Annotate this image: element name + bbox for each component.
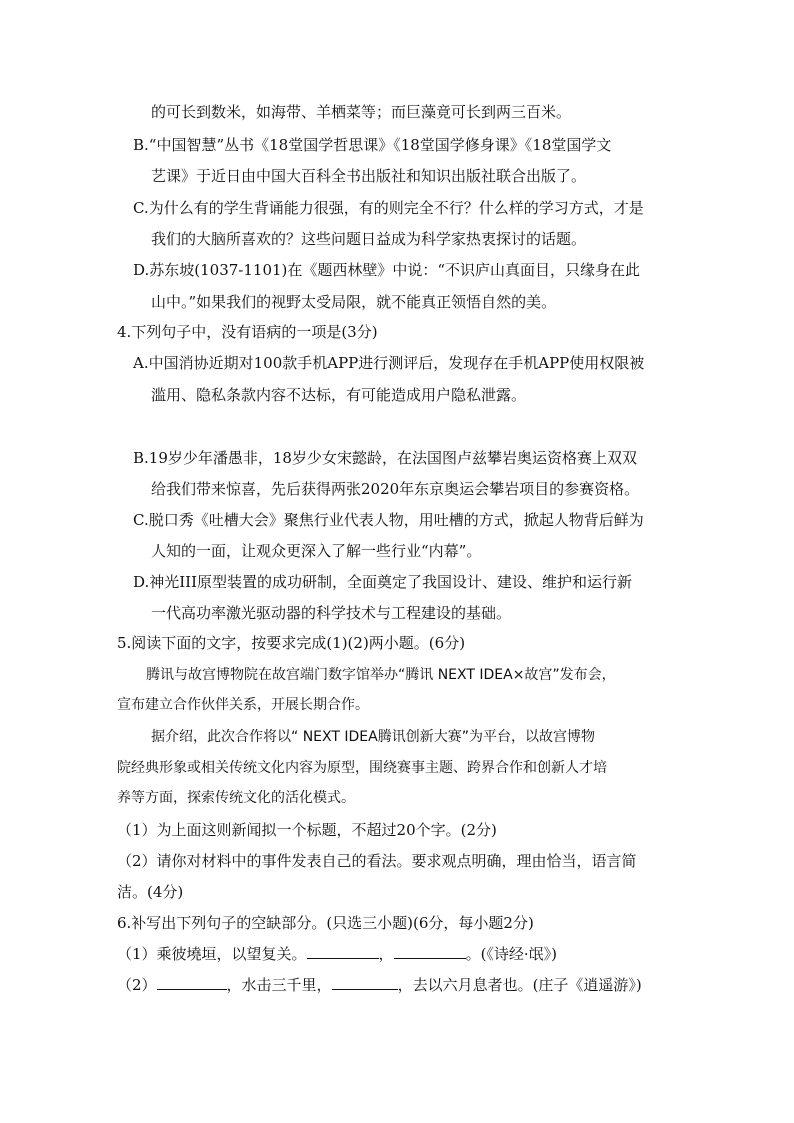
q3-option-c-line2: 我们的大脑所喜欢的？这些问题日益成为科学家热衷探讨的话题。 [151, 230, 587, 248]
q5-passage-p2-line2: 院经典形象或相关传统文化内容为原型，围绕赛事主题、跨界合作和创新人才培 [117, 760, 607, 776]
q5-passage-p2-line1: 据介绍，此次合作将以“ NEXT IDEA腾讯创新大赛”为平台，以故宫博物 [151, 729, 595, 745]
q4-stem: 4.下列句子中，没有语病的一项是(3分) [117, 323, 378, 341]
q5-passage-p1-line2: 宣布建立合作伙伴关系，开展长期合作。 [117, 697, 369, 713]
q3-option-b-line1: B.“中国智慧”丛书《18堂国学哲思课》《18堂国学修身课》《18堂国学文 [133, 136, 612, 154]
q4-option-b-line2: 给我们带来惊喜，先后获得两张2020年东京奥运会攀岩项目的参赛资格。 [151, 480, 640, 498]
q6-item-1-separator: ， [378, 945, 394, 963]
q6-item-1-text: （1）乘彼墝垣，以望复关。 [117, 945, 307, 963]
q6-item-2-source: ，去以六月息者也。(庄子《逍遥游》) [397, 976, 642, 994]
q4-option-c-line2: 人知的一面，让观众更深入了解一些行业“内幕”。 [151, 542, 482, 560]
q5-passage-p2-line3: 养等方面，探索传统文化的活化模式。 [117, 790, 355, 806]
q6-item-2-number: （2） [117, 976, 157, 994]
q6-item-1-source: 。(《诗经·氓》) [465, 945, 558, 963]
q5-subquestion-2-line1: （2）请你对材料中的事件发表自己的看法。要求观点明确，理由恰当，语言简 [117, 852, 637, 870]
q6-stem: 6.补写出下列句子的空缺部分。(只选三小题)(6分，每小题2分) [117, 914, 534, 932]
q5-subquestion-1: （1）为上面这则新闻拟一个标题，不超过20个字。(2分) [117, 821, 497, 839]
q3-option-a-continuation: 的可长到数米，如海带、羊栖菜等；而巨藻竟可长到两三百米。 [151, 103, 572, 121]
q4-option-d-line1: D.神光III原型装置的成功研制，全面奠定了我国设计、建设、维护和运行新 [133, 573, 633, 591]
q3-option-d-line2: 山中。”如果我们的视野太受局限，就不能真正领悟自然的美。 [151, 293, 557, 311]
q6-item-2 [117, 975, 642, 995]
q4-option-a-line2: 滥用、隐私条款内容不达标，有可能造成用户隐私泄露。 [151, 386, 527, 404]
q4-option-b-line1: B.19岁少年潘愚非，18岁少女宋懿龄，在法国图卢兹攀岩奥运资格赛上双双 [133, 449, 637, 467]
q3-option-c-line1: C.为什么有的学生背诵能力很强，有的则完全不行？什么样的学习方式，才是 [133, 199, 644, 217]
q6-item-1 [117, 944, 557, 964]
q6-item-1-blank-1[interactable] [307, 944, 379, 959]
q6-item-2-blank-1[interactable] [157, 975, 227, 990]
q4-option-a-line1: A.中国消协近期对100款手机APP进行测评后，发现存在手机APP使用权限被 [133, 354, 645, 372]
q6-item-1-blank-2[interactable] [394, 944, 466, 959]
q6-item-2-text: ，水击三千里， [226, 976, 332, 994]
q4-option-c-line1: C.脱口秀《吐槽大会》聚焦行业代表人物，用吐槽的方式，掀起人物背后鲜为 [133, 511, 644, 529]
q5-stem: 5.阅读下面的文字，按要求完成(1)(2)两小题。(6分) [117, 634, 466, 652]
q5-passage-p1-line1: 腾讯与故宫博物院在故宫端门数字馆举办“腾讯 NEXT IDEA×故宫”发布会， [146, 667, 616, 683]
q6-item-2-blank-2[interactable] [332, 975, 398, 990]
q3-option-d-line1: D.苏东坡(1037-1101)在《题西林壁》中说：“不识庐山真面目，只缘身在此 [133, 261, 641, 279]
q3-option-b-line2: 艺课》于近日由中国大百科全书出版社和知识出版社联合出版了。 [151, 167, 587, 185]
q5-subquestion-2-line2: 洁。(4分) [117, 883, 184, 901]
q4-option-d-line2: 一代高功率激光驱动器的科学技术与工程建设的基础。 [151, 604, 512, 622]
